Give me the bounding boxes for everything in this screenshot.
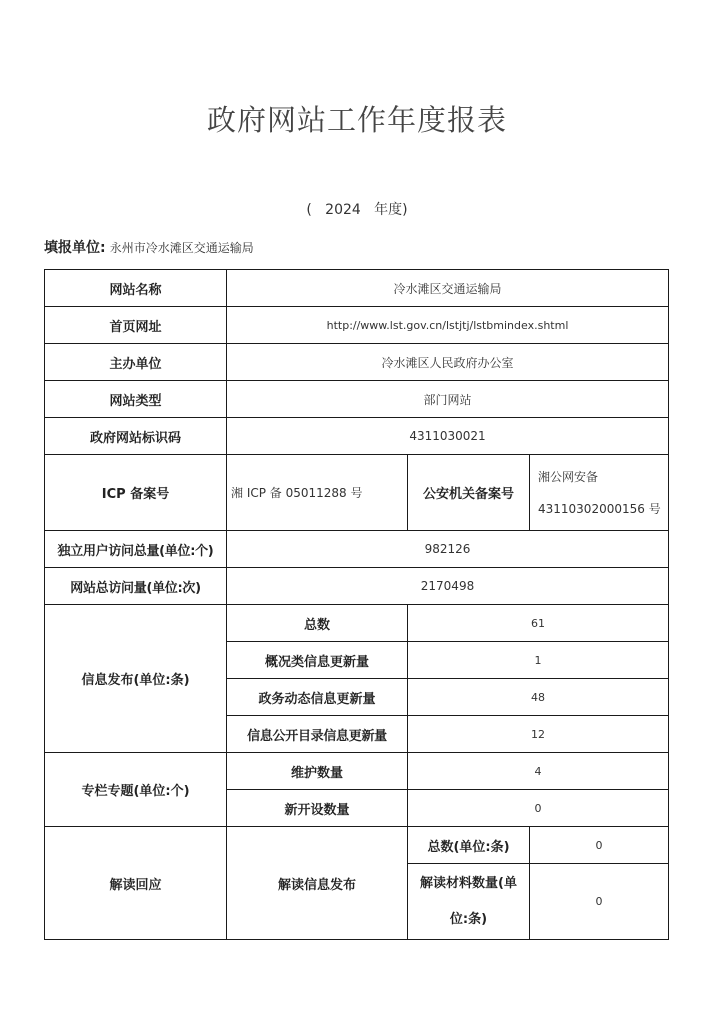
sponsor-value: 冷水滩区人民政府办公室 <box>227 344 669 381</box>
table-row <box>45 531 669 568</box>
interpretation-label: 解读回应 <box>45 827 227 940</box>
table-row <box>45 344 669 381</box>
police-record-line1: 湘公网安备 <box>538 469 599 484</box>
table-row <box>45 418 669 455</box>
info-publish-row-value: 48 <box>408 679 669 716</box>
info-publish-label: 信息发布(单位:条) <box>45 605 227 753</box>
columns-row-label: 维护数量 <box>227 753 408 790</box>
police-record-value <box>530 455 669 531</box>
site-type-label: 网站类型 <box>45 381 227 418</box>
interpretation-row-label-line2: 位:条) <box>449 911 488 927</box>
sponsor-label: 主办单位 <box>45 344 227 381</box>
columns-row-value: 0 <box>408 790 669 827</box>
site-name-label: 网站名称 <box>45 270 227 307</box>
police-record-line2: 43110302000156 号 <box>538 501 661 516</box>
reporting-unit-label: 填报单位: <box>44 240 106 256</box>
table-row <box>45 827 669 864</box>
table-row <box>45 753 669 790</box>
table-row <box>45 381 669 418</box>
interpretation-row-label: 总数(单位:条) <box>408 827 530 864</box>
columns-row-label: 新开设数量 <box>227 790 408 827</box>
info-publish-row-value: 61 <box>408 605 669 642</box>
table-row <box>45 455 669 531</box>
interpretation-row-label <box>408 864 530 940</box>
info-publish-row-label: 政务动态信息更新量 <box>227 679 408 716</box>
site-id-value: 4311030021 <box>227 418 669 455</box>
columns-label: 专栏专题(单位:个) <box>45 753 227 827</box>
homepage-url-value: http://www.lst.gov.cn/lstjtj/lstbmindex.shtml <box>227 307 669 344</box>
info-publish-row-label: 总数 <box>227 605 408 642</box>
info-publish-row-value: 1 <box>408 642 669 679</box>
table-row <box>45 307 669 344</box>
report-table <box>44 269 669 940</box>
reporting-unit-value: 永州市冷水滩区交通运输局 <box>109 241 254 255</box>
interpretation-sub-label: 解读信息发布 <box>227 827 408 940</box>
table-row <box>45 568 669 605</box>
table-row <box>45 270 669 307</box>
site-name-value: 冷水滩区交通运输局 <box>227 270 669 307</box>
table-row <box>45 605 669 642</box>
interpretation-row-value: 0 <box>530 864 669 940</box>
info-publish-row-label: 信息公开目录信息更新量 <box>227 716 408 753</box>
unique-visitors-value: 982126 <box>227 531 669 568</box>
reporting-unit <box>44 237 254 257</box>
info-publish-row-label: 概况类信息更新量 <box>227 642 408 679</box>
info-publish-row-value: 12 <box>408 716 669 753</box>
unique-visitors-label: 独立用户访问总量(单位:个) <box>45 531 227 568</box>
total-visits-value: 2170498 <box>227 568 669 605</box>
site-id-label: 政府网站标识码 <box>45 418 227 455</box>
report-year: ( 2024 年度) <box>306 202 408 218</box>
homepage-url-label: 首页网址 <box>45 307 227 344</box>
interpretation-row-value: 0 <box>530 827 669 864</box>
total-visits-label: 网站总访问量(单位:次) <box>45 568 227 605</box>
columns-row-value: 4 <box>408 753 669 790</box>
icp-value: 湘 ICP 备 05011288 号 <box>227 455 408 531</box>
site-type-value: 部门网站 <box>227 381 669 418</box>
page-title: 政府网站工作年度报表 <box>206 103 507 137</box>
icp-label: ICP 备案号 <box>45 455 227 531</box>
police-record-label: 公安机关备案号 <box>408 455 530 531</box>
interpretation-row-label-line1: 解读材料数量(单 <box>420 875 517 891</box>
